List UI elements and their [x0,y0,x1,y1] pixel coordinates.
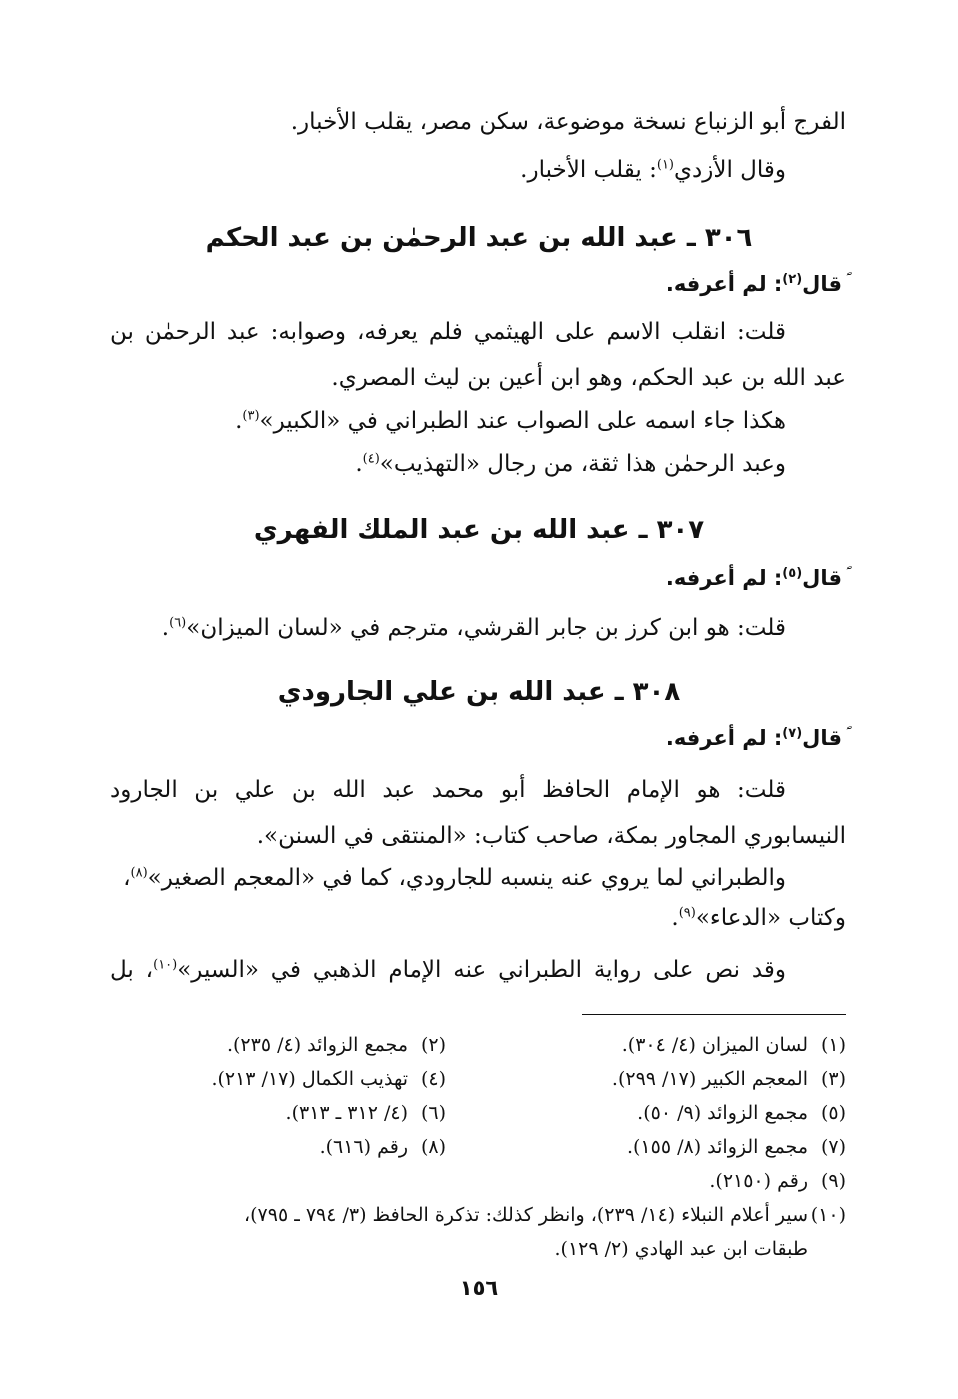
footnote-ref[interactable]: (١٠) [153,957,178,973]
entry-note: قال$^{(٧)}$: لم أعرفه. [665,726,842,750]
footnote: (٥)مجمع الزوائد (٩/ ٥٠). [637,1102,846,1124]
footnote-ref[interactable]: (٨) [130,865,148,881]
text-line: عبد الله بن عبد الحكم، وهو ابن أعين بن ليث المصري. [331,365,846,391]
text-line: النيسابوري المجاور بمكة، صاحب كتاب: «المنتقى في السنن». [256,823,846,849]
footnote: (١٠)سير أعلام النبلاء (١٤/ ٢٣٩)، وانظر كذلك: تذكرة الحافظ (٣/ ٧٩٤ ـ ٧٩٥)، [243,1204,846,1226]
footnote-ref[interactable]: (٦) [169,615,187,631]
footnote-ref[interactable]: (٩) [678,905,696,921]
entry-note: قال$^{(٢)}$: لم أعرفه. [665,272,842,296]
footnote-ref[interactable]: (٣) [242,408,260,424]
footnote-ref[interactable]: (٢) [782,272,803,287]
entry-heading-308: ٣٠٨ ـ عبد الله بن علي الجارودي [277,677,681,707]
footnote: (٦)(٤/ ٣١٢ ـ ٣١٣). [285,1102,446,1124]
footnote-divider [582,1014,846,1015]
text-line: وقال الأزدي$^{(١)}$: يقلب الأخبار. [520,157,786,183]
entry-heading-306: ٣٠٦ ـ عبد الله بن عبد الرحمٰن بن عبد الحكم [205,223,753,253]
footnote-ref[interactable]: (١) [656,157,674,173]
text-line: قلت: انقلب الاسم على الهيثمي فلم يعرفه، وصوابه: عبد الرحمٰن بن [110,319,786,345]
entry-note: قال$^{(٥)}$: لم أعرفه. [665,566,842,590]
footnote: (٩)رقم (٢١٥٠). [709,1170,846,1192]
text-line: وعبد الرحمٰن هذا ثقة، من رجال «التهذيب»$^{(٤)}$. [355,451,786,477]
footnote-continuation: طبقات ابن عبد الهادي (٢/ ١٢٩). [554,1238,808,1260]
page-number: ١٥٦ [459,1276,499,1300]
footnote: (٨)رقم (٦١٦). [319,1136,446,1158]
footnote: (٧)مجمع الزوائد (٨/ ١٥٥). [626,1136,846,1158]
text-line: وكتاب «الدعاء»$^{(٩)}$. [671,905,846,931]
text-line: هكذا جاء اسمه على الصواب عند الطبراني في «الكبير»$^{(٣)}$. [235,408,786,434]
footnote: (٣)المعجم الكبير (١٧/ ٢٩٩). [611,1068,846,1090]
footnote: (٤)تهذيب الكمال (١٧/ ٢١٣). [211,1068,446,1090]
footnote: (٢)مجمع الزوائد (٤/ ٢٣٥). [226,1034,446,1056]
entry-heading-307: ٣٠٧ ـ عبد الله بن عبد الملك الفهري [253,515,705,545]
text-line: قلت: هو ابن كرز بن جابر القرشي، مترجم في «لسان الميزان»$^{(٦)}$. [161,615,786,641]
text-line: والطبراني لما يروي عنه ينسبه للجارودي، كما في «المعجم الصغير»$^{(٨)}$، [123,865,786,891]
footnote-ref[interactable]: (٧) [782,726,803,741]
text-line: قلت: هو الإمام الحافظ أبو محمد عبد الله بن علي بن الجارود [110,777,786,803]
footnote-ref[interactable]: (٥) [782,566,803,581]
footnote-ref[interactable]: (٤) [362,451,380,467]
text-line: الفرج أبو الزنباع نسخة موضوعة، سكن مصر، يقلب الأخبار. [290,109,846,135]
footnote: (١)لسان الميزان (٤/ ٣٠٤). [621,1034,846,1056]
text-line: وقد نص على رواية الطبراني عنه الإمام الذهبي في «السير»$^{(١٠)}$، بل [110,957,786,983]
